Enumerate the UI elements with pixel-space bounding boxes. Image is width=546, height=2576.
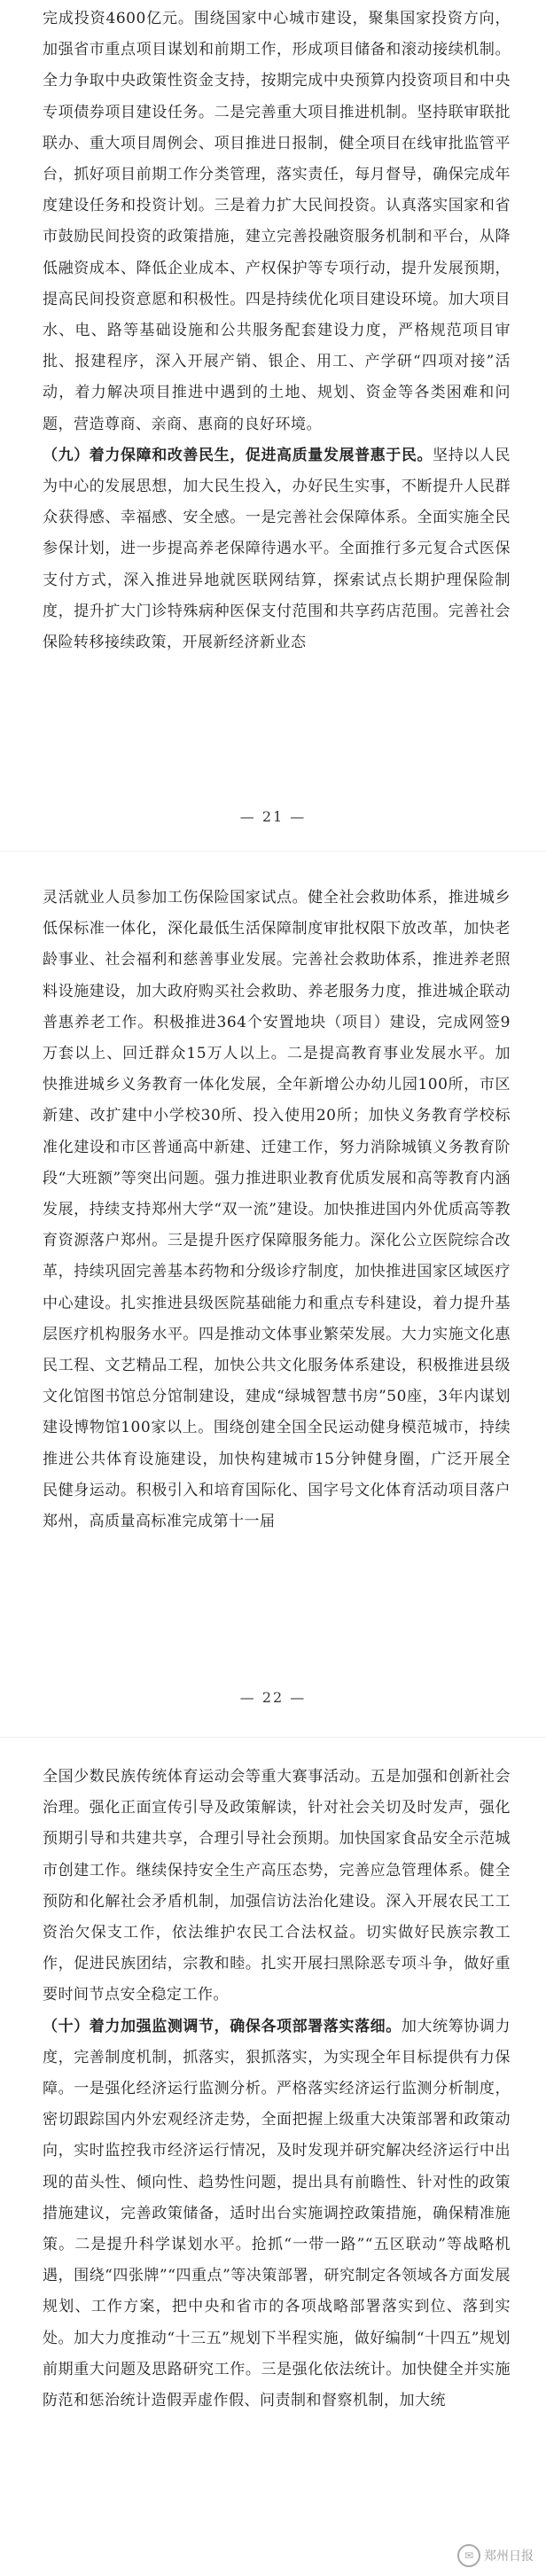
watermark-label: 郑州日报	[484, 2549, 534, 2564]
page21-paragraph-a: 完成投资4600亿元。围绕国家中心城市建设，聚集国家投资方向，加强省市重点项目谋划和前期工作，形成项目储备和滚动接续机制。全力争取中央政策性资金支持，按期完成中央预算内投资项目和中央专项债券项目建设任务。二是完善重大项目推进机制。坚持联审联批联办、重大项目周例会、项目推进日报制，健全项目在线审批监管平台，抓好项目前期工作分类管理，落实责任，每月督导，确保完成年度建设任务和投资计划。三是着力扩大民间投资。认真落实国家和省市鼓励民间投资的政策措施，建立完善投融资服务机制和平台，从降低融资成本、降低企业成本、产权保护等专项行动，提升发展预期，提高民间投资意愿和积极性。四是持续优化项目建设环境。加大项目水、电、路等基础设施和公共服务配套建设力度，严格规范项目审批、报建程序，深入开展产销、银企、用工、产学研“四项对接”活动，着力解决项目推进中遇到的土地、规划、资金等各类困难和问题，营造尊商、亲商、惠商的良好环境。	[43, 10, 511, 433]
wechat-icon: ✉	[457, 2544, 480, 2567]
document-page-22	[0, 851, 546, 1737]
page23-paragraph-a: 全国少数民族传统体育运动会等重大赛事活动。五是加强和创新社会治理。强化正面宣传引导及政策解读，针对社会关切及时发声，强化预期引导和共建共享，合理引导社会预期。加快国家食品安全示范城市创建工作。继续保持安全生产高压态势，完善应急管理体系。健全预防和化解社会矛盾机制，加强信访法治化建设。深入开展农民工工资治欠保支工作，依法维护农民工合法权益。切实做好民族宗教工作，促进民族团结，宗教和睦。扎实开展扫黑除恶专项斗争，做好重要时间节点安全稳定工作。	[43, 1768, 511, 2004]
page23-body	[43, 1762, 511, 2416]
page22-body: 灵活就业人员参加工伤保险国家试点。健全社会救助体系，推进城乡低保标准一体化，深化最低生活保障制度审批权限下放改革，加快老龄事业、社会福利和慈善事业发展。完善社会救助体系，推进养老照料设施建设，加大政府购买社会救助、养老服务力度，推进城企联动普惠养老工作。积极推进364个安置地块（项目）建设，完成网签9万套以上、回迁群众15万人以上。二是提高教育事业发展水平。加快推进城乡义务教育一体化发展，全年新增公办幼儿园100所，市区新建、改扩建中小学校30所、投入使用20所；加快义务教育学校标准化建设和市区普通高中新建、迁建工作，努力消除城镇义务教育阶段“大班额”等突出问题。强力推进职业教育优质发展和高等教育内涵发展，持续支持郑州大学“双一流”建设。加快推进国内外优质高等教育资源落户郑州。三是提升医疗保障服务能力。深化公立医院综合改革，持续巩固完善基本药物和分级诊疗制度，加快推进国家区域医疗中心建设。扎实推进县级医院基础能力和重点专科建设，着力提升基层医疗机构服务水平。四是推动文体事业繁荣发展。大力实施文化惠民工程、文艺精品工程，加快公共文化服务体系建设，积极推进县级文化馆图书馆总分馆制建设，建成“绿城智慧书房”50座，3年内谋划建设博物馆100家以上。围绕创建全国全民运动健身模范城市，持续推进公共体育设施建设，加快构建城市15分钟健身圈，广泛开展全民健身运动。积极引入和培育国际化、国字号文化体育活动项目落户郑州，高质量高标准完成第十一届	[43, 889, 511, 1531]
page23-paragraph-b: 加大统筹协调力度，完善制度机制，抓落实，狠抓落实，为实现全年目标提供有力保障。一是强化经济运行监测分析。严格落实经济运行监测分析制度，密切跟踪国内外宏观经济走势，全面把握上级重大决策部署和政策动向，实时监控我市经济运行情况，及时发现并研究解决经济运行中出现的苗头性、倾向性、趋势性问题，提出具有前瞻性、针对性的政策措施建议，完善政策储备，适时出台实施调控政策措施，确保精准施策。二是提升科学谋划水平。抢抓“一带一路”“五区联动”等战略机遇，围绕“四张牌”“四重点”等决策部署，研究制定各领域各方面发展规划、工作方案，把中央和省市的各项战略部署落实到位、落到实处。加大力度推动“十三五”规划下半程实施，做好编制“十四五”规划前期重大问题及思路研究工作。三是强化依法统计。加快健全并实施防范和惩治统计造假弄虚作假、问责制和督察机制，加大统	[43, 2017, 511, 2410]
document-page-23	[0, 1737, 546, 2576]
page21-paragraph-b: 坚持以人民为中心的发展思想，加大民生投入，办好民生实事，不断提升人民群众获得感、幸福感、安全感。一是完善社会保障体系。全面实施全民参保计划，进一步提高养老保障待遇水平。全面推行多元复合式医保支付方式，深入推进异地就医联网结算，探索试点长期护理保险制度，提升扩大门诊特殊病种医保支付范围和共享药店范围。完善社会保险转移接续政策，开展新经济新业态	[43, 446, 511, 652]
page-number: — 21 —	[239, 808, 307, 825]
page-number: — 22 —	[239, 1689, 307, 1706]
source-watermark	[457, 2544, 534, 2567]
section-9-heading: （九）着力保障和改善民生，促进高质量发展普惠于民。	[43, 446, 433, 464]
section-10-heading: （十）着力加强监测调节，确保各项部署落实落细。	[43, 2017, 402, 2035]
document-page-21	[0, 0, 546, 851]
page21-body	[43, 4, 511, 658]
